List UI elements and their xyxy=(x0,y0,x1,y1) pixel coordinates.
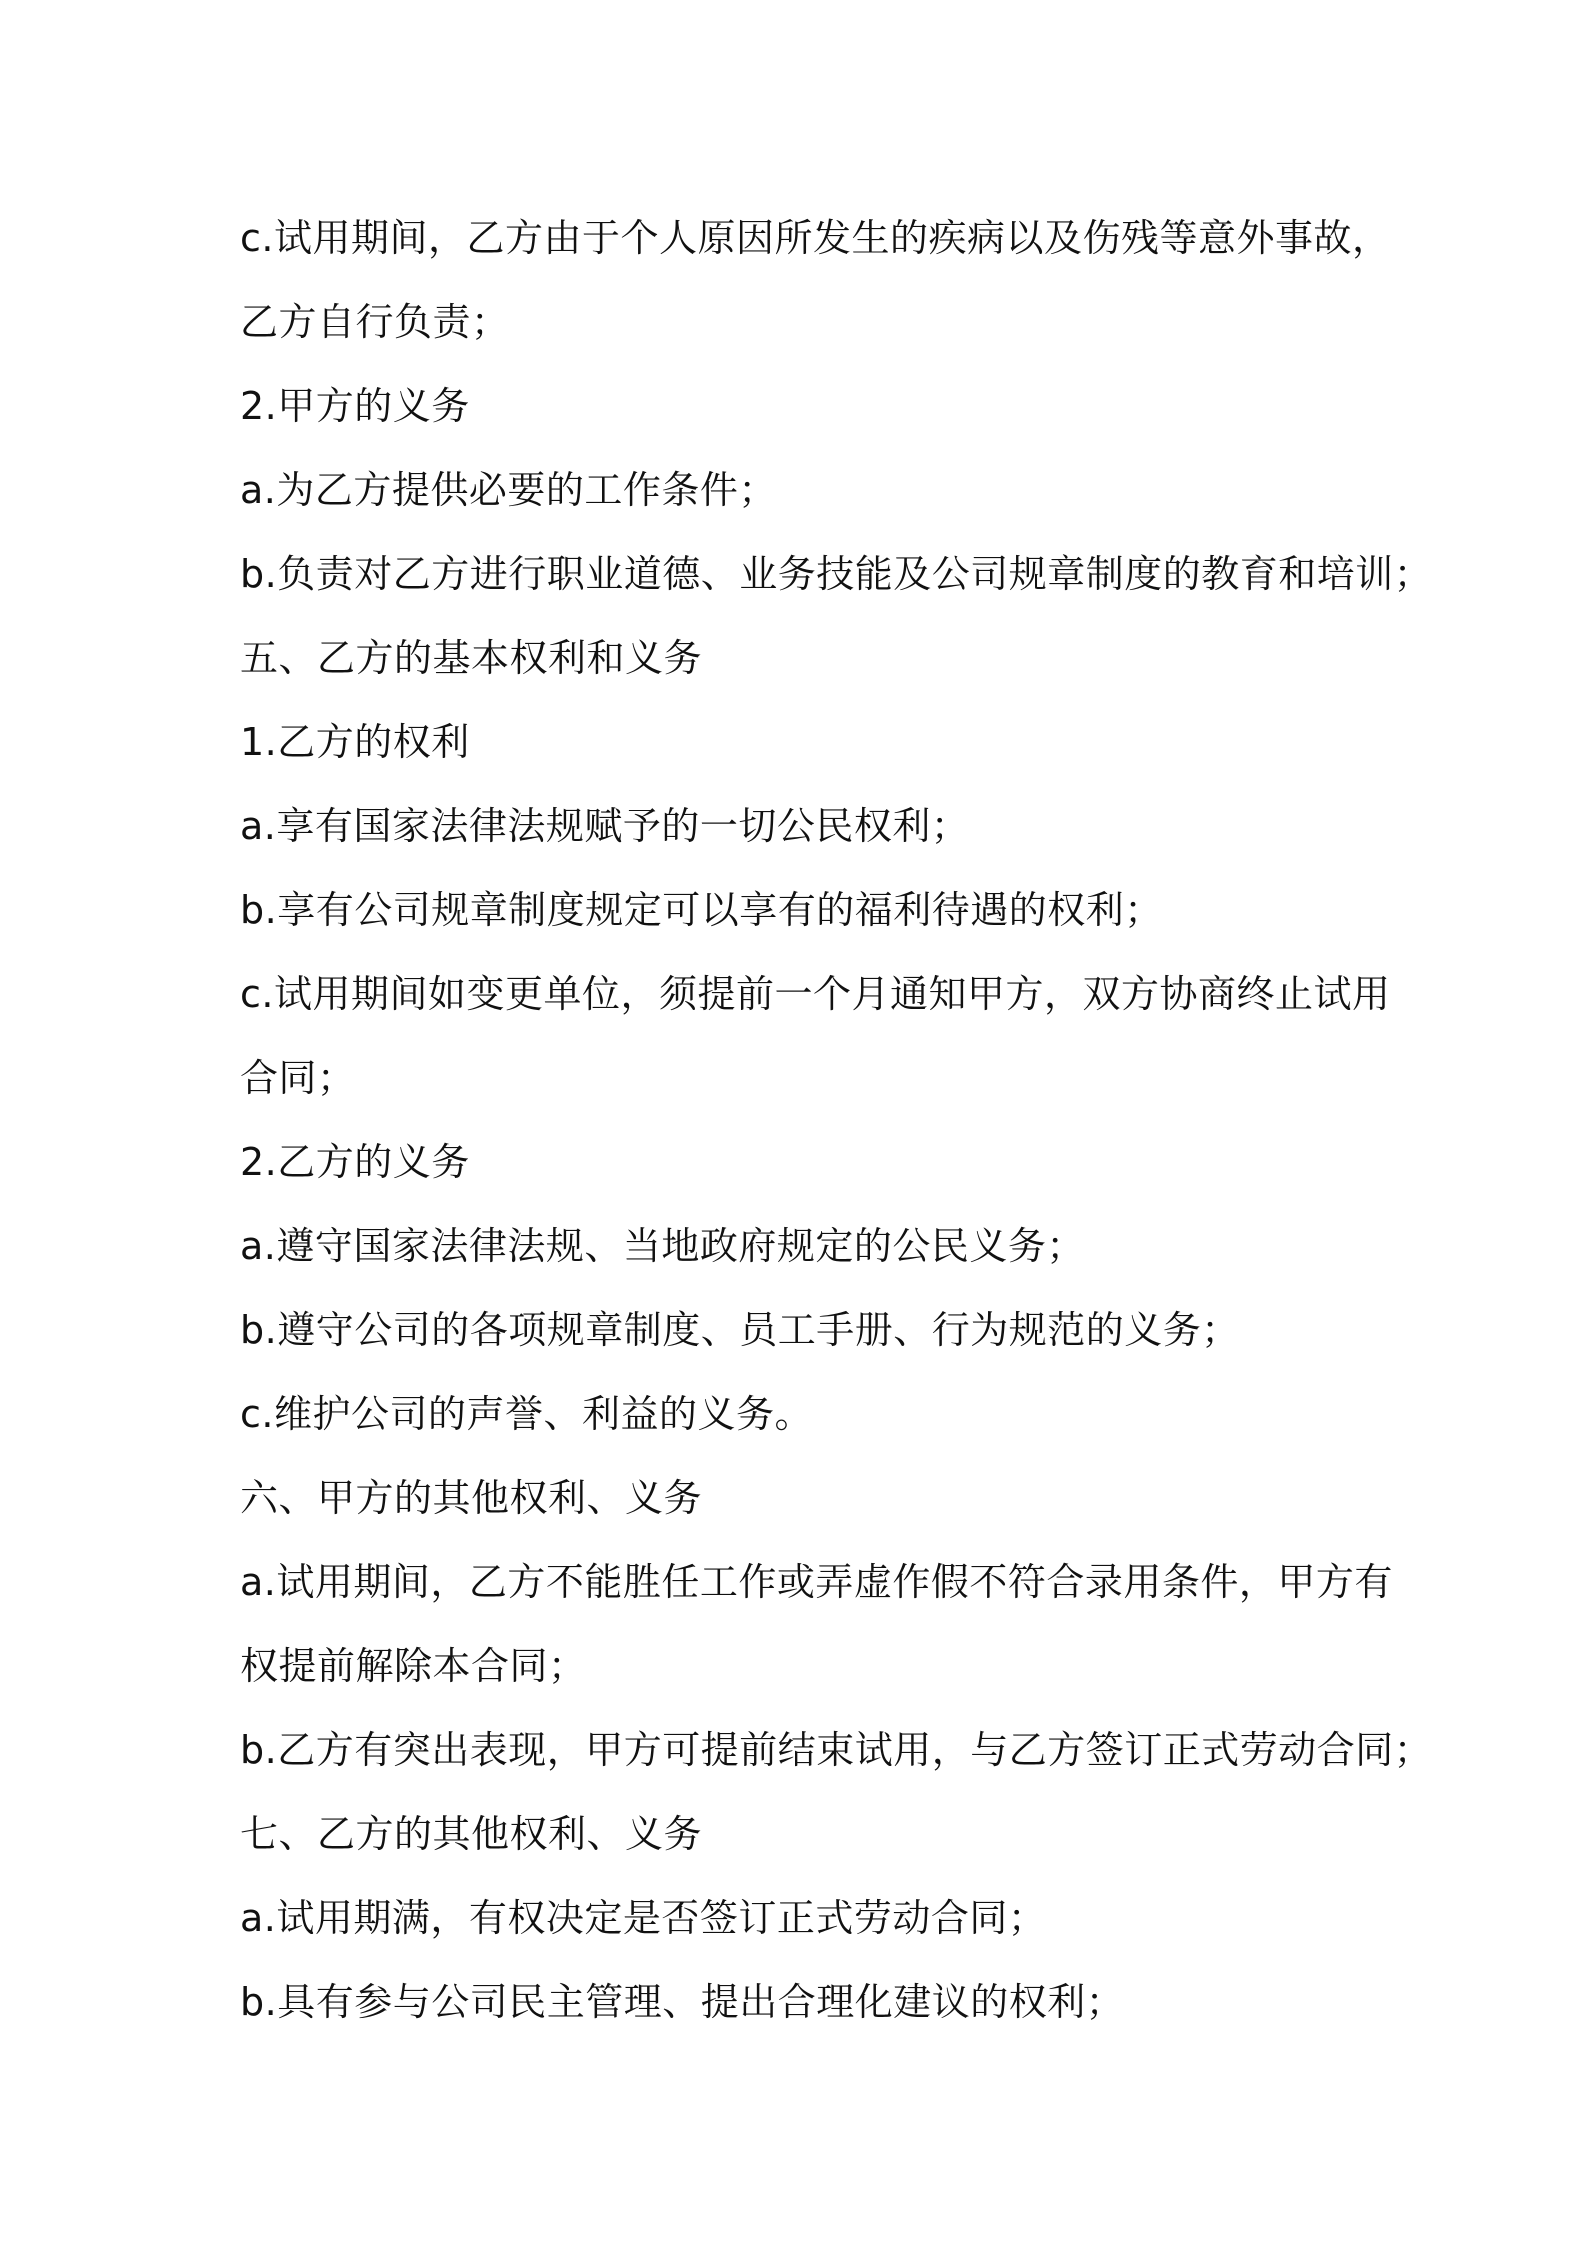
clause-a-work-conditions: a.为乙方提供必要的工作条件； xyxy=(240,468,777,512)
clause-c-injury-line-2: 乙方自行负责； xyxy=(240,300,510,344)
clause-b-participate-management: b.具有参与公司民主管理、提出合理化建议的权利； xyxy=(240,1980,1125,2024)
clause-a-citizen-rights: a.享有国家法律法规赋予的一切公民权利； xyxy=(240,804,970,848)
section-seven-heading: 七、乙方的其他权利、义务 xyxy=(240,1812,703,1856)
clause-c-change-employer-line-1: c.试用期间如变更单位，须提前一个月通知甲方，双方协商终止试用 xyxy=(240,972,1391,1016)
clause-a-obey-law: a.遵守国家法律法规、当地政府规定的公民义务； xyxy=(240,1224,1085,1268)
heading-party-a-obligations: 2.甲方的义务 xyxy=(240,384,470,428)
heading-party-b-rights: 1.乙方的权利 xyxy=(240,720,470,764)
clause-b-training: b.负责对乙方进行职业道德、业务技能及公司规章制度的教育和培训； xyxy=(240,552,1433,596)
section-six-heading: 六、甲方的其他权利、义务 xyxy=(240,1476,703,1520)
clause-c-injury-line-1: c.试用期间，乙方由于个人原因所发生的疾病以及伤残等意外事故， xyxy=(240,216,1391,260)
clause-a-termination-line-2: 权提前解除本合同； xyxy=(240,1644,587,1688)
clause-b-obey-rules: b.遵守公司的各项规章制度、员工手册、行为规范的义务； xyxy=(240,1308,1240,1352)
clause-b-early-end-trial: b.乙方有突出表现，甲方可提前结束试用，与乙方签订正式劳动合同； xyxy=(240,1728,1433,1772)
clause-c-reputation: c.维护公司的声誉、利益的义务。 xyxy=(240,1392,813,1436)
clause-c-change-employer-line-2: 合同； xyxy=(240,1056,356,1100)
section-five-heading: 五、乙方的基本权利和义务 xyxy=(240,636,703,680)
document-body xyxy=(240,196,1433,2044)
heading-party-b-obligations: 2.乙方的义务 xyxy=(240,1140,470,1184)
clause-a-termination-line-1: a.试用期间，乙方不能胜任工作或弄虚作假不符合录用条件，甲方有 xyxy=(240,1560,1393,1604)
clause-b-welfare-rights: b.享有公司规章制度规定可以享有的福利待遇的权利； xyxy=(240,888,1163,932)
clause-a-decide-contract: a.试用期满，有权决定是否签订正式劳动合同； xyxy=(240,1896,1047,1940)
